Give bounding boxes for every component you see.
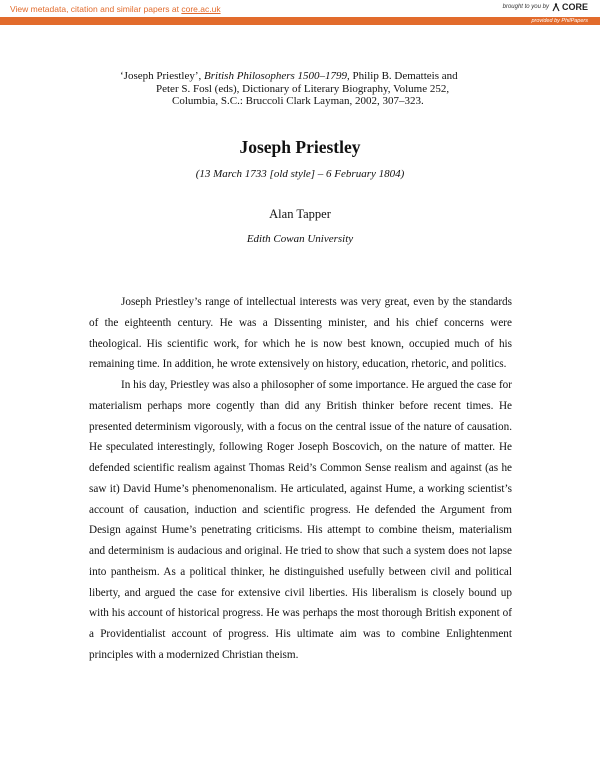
core-logo-text: CORE (561, 2, 588, 12)
core-header (0, 0, 600, 24)
life-dates: (13 March 1733 [old style] – 6 February 1804) (195, 168, 405, 180)
citation-part2: , Philip B. Dematteis and (347, 70, 458, 82)
core-logo-icon (552, 3, 560, 12)
paragraph: Joseph Priestley’s range of intellectual interests was very great, even by the standards of the eighteenth century. He was a Dissenting minister, and his chief concerns were theological. His scientific work, for which he is now best known, occupied much of his remaining time. In addition, he wrote extensively on history, education, rhetoric, and politics. (89, 296, 512, 371)
citation-line-1 (120, 70, 500, 83)
paragraph: In his day, Priestley was also a philosopher of some importance. He argued the case for materialism perhaps more cogently than did any British thinker before recent times. He presented determinism vigorously, with a focus on the central issue of the nature of causation. He speculated interestingly, following Roger Joseph Boscovich, on the nature of matter. He defended scientific realism against Thomas Reid’s Common Sense realism and against (as he saw it) David Hume’s phenomenonalism. He articulated, against Hume, a working scientist’s account of causation, induction and scientific progress. He defended the Argument from Design against Hume’s penetrating criticisms. His attempt to combine theism, materialism and determinism is audacious and original. He tried to show that such a system does not lapse into pantheism. As a political thinker, he distinguished usefully between civil and political liberty, and argued the case for extensive civil liberties. His liberalism is closely bound up with his account of historical progress. He was perhaps the most thorough British exponent of a Providentialist account of progress. His ultimate aim was to combine Enlightenment principles with a modernized Christian theism. (89, 379, 512, 661)
citation-line-2: Peter S. Fosl (eds), Dictionary of Literary Biography, Volume 252, (156, 82, 450, 95)
citation-line-3: Columbia, S.C.: Bruccoli Clark Layman, 2002, 307–323. (172, 95, 424, 107)
citation-book-title: British Philosophers 1500–1799 (204, 70, 348, 82)
author-affiliation: Edith Cowan University (246, 233, 354, 245)
provided-by-bar (0, 17, 600, 25)
brought-by-text: brought to you by (502, 4, 549, 10)
page-title: Joseph Priestley (239, 137, 361, 157)
core-link-domain: core.ac.uk (181, 4, 221, 14)
citation-part1: ‘Joseph Priestley’, (120, 70, 205, 82)
brought-by (503, 2, 588, 12)
article-body (89, 292, 512, 666)
core-metadata-link[interactable] (10, 4, 221, 14)
author-name: Alan Tapper (269, 207, 331, 221)
core-link-prefix: View metadata, citation and similar papers at (10, 4, 182, 14)
citation (120, 70, 500, 108)
core-logo[interactable] (552, 2, 588, 12)
provided-by-text[interactable]: provided by PhilPapers (531, 18, 588, 24)
